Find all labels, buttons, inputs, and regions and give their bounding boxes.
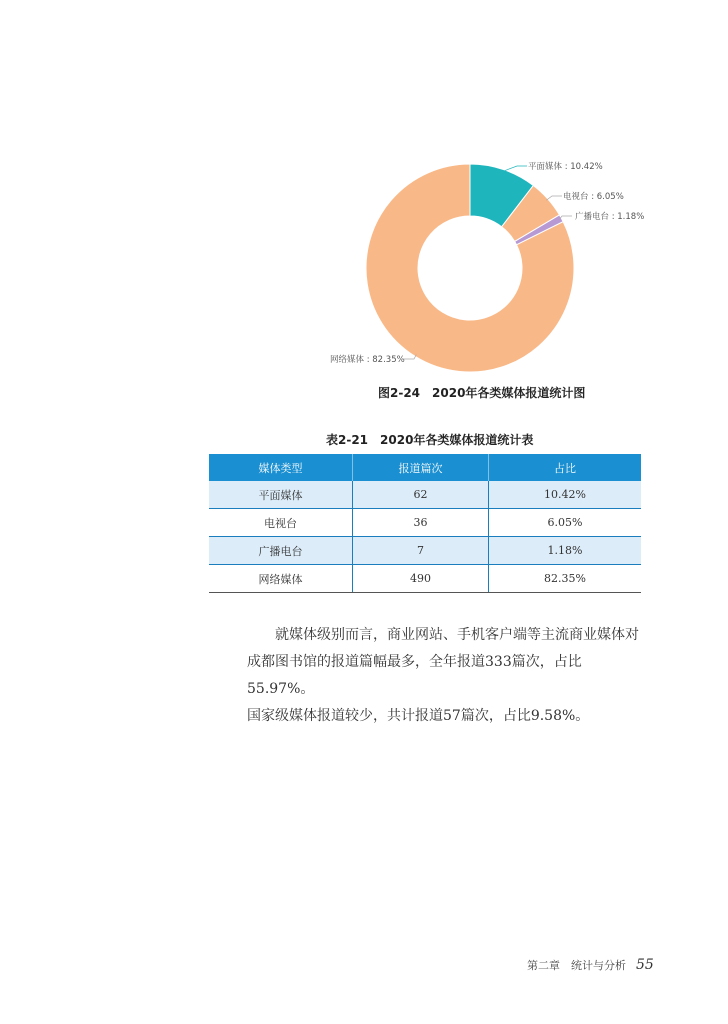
table-header-row: [209, 454, 641, 481]
header-report-count: 报道篇次: [353, 454, 489, 481]
media-stats-table: [209, 454, 641, 593]
body-line: 就媒体级别而言，商业网站、手机客户端等主流商业媒体对: [247, 627, 639, 643]
slice-label-2: 电视台 : 6.05%: [563, 192, 624, 202]
cell-report-count: 36: [353, 509, 489, 537]
slice-label-3: 广播电台 : 1.18%: [575, 212, 645, 222]
table-row: [209, 537, 641, 565]
body-paragraph: [247, 622, 647, 730]
cell-share: 6.05%: [489, 509, 642, 537]
cell-report-count: 490: [353, 565, 489, 593]
slice-label-4: 网络媒体 : 82.35%: [330, 355, 405, 365]
cell-report-count: 62: [353, 481, 489, 509]
header-share: 占比: [489, 454, 642, 481]
cell-share: 10.42%: [489, 481, 642, 509]
cell-share: 82.35%: [489, 565, 642, 593]
table-row: [209, 509, 641, 537]
cell-media-type: 平面媒体: [209, 481, 353, 509]
body-line: 成都图书馆的报道篇幅最多，全年报道333篇次，占比55.97%。: [247, 654, 582, 697]
page-number: 55: [636, 957, 654, 973]
table-row: [209, 565, 641, 593]
header-media-type: 媒体类型: [209, 454, 353, 481]
cell-report-count: 7: [353, 537, 489, 565]
chapter-title: 第二章 统计与分析: [527, 959, 626, 972]
body-line: 国家级媒体报道较少，共计报道57篇次，占比9.58%。: [247, 708, 590, 724]
table-row: [209, 481, 641, 509]
cell-media-type: 网络媒体: [209, 565, 353, 593]
cell-media-type: 电视台: [209, 509, 353, 537]
donut-chart: [0, 0, 728, 400]
slice-label-1: 平面媒体 : 10.42%: [528, 162, 603, 172]
table-caption: 表2-21 2020年各类媒体报道统计表: [326, 433, 534, 447]
cell-media-type: 广播电台: [209, 537, 353, 565]
cell-share: 1.18%: [489, 537, 642, 565]
page-footer: [527, 957, 654, 973]
figure-caption: 图2-24 2020年各类媒体报道统计图: [378, 386, 586, 400]
